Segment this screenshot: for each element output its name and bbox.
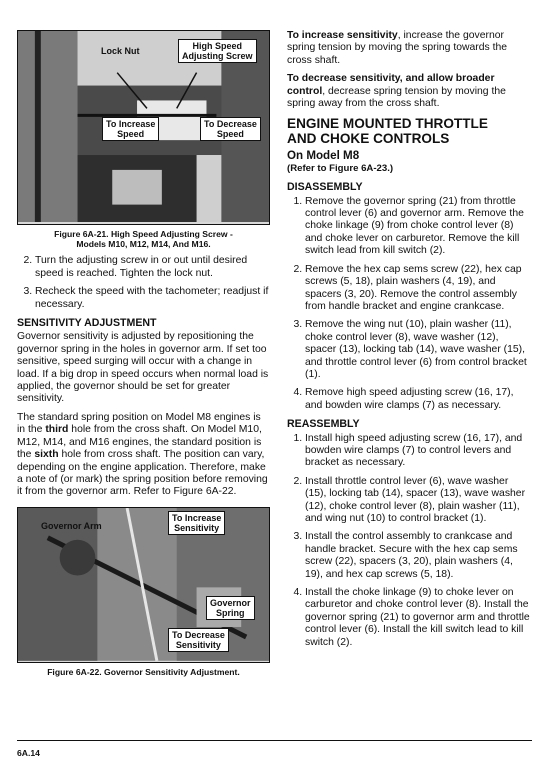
reassembly-heading: REASSEMBLY bbox=[287, 418, 360, 431]
callout-to-increase-sensitivity: To Increase Sensitivity bbox=[168, 511, 225, 535]
list-item: 2. Install throttle control lever (6), wave washer (15), locking tab (14), spacer (13), wave washer (12), choke control lever (8), plain washer (11), and wing nut (10) to control bracket (1). bbox=[305, 476, 532, 526]
figure-6a-22-caption: Figure 6A-22. Governor Sensitivity Adjustment. bbox=[47, 666, 240, 677]
step-3: 3. Recheck the speed with the tachometer; readjust if necessary. bbox=[35, 286, 270, 311]
callout-to-decrease-speed: To Decrease Speed bbox=[200, 117, 261, 141]
callout-lock-nut: Lock Nut bbox=[101, 46, 140, 56]
speed-adjust-steps bbox=[17, 255, 270, 311]
figure-6a-22-photo bbox=[17, 507, 270, 663]
sensitivity-paragraph-1: Governor sensitivity is adjusted by repositioning the governor spring in the holes in governor arm. If set too sensitive, speed surging will occur with a change in load. If a big drop in speed occurs when normal load is applied, the governor should be set for greater sensitivity. bbox=[17, 331, 269, 405]
list-item: 3. Remove the wing nut (10), plain washer (11), choke control lever (8), wave washer (12), spacer (13), locking tab (14), wave washer (15), and throttle control lever (6) from control bracket (1). bbox=[305, 319, 532, 381]
disassembly-steps bbox=[287, 196, 532, 413]
list-item: 1. Remove the governor spring (21) from throttle control lever (6) and governor arm. Remove the choke linkage (9) from choke control lever (8) and choke lever on carburetor. Remove the kill switch lead from kill switch (2). bbox=[305, 196, 532, 258]
callout-governor-arm: Governor Arm bbox=[41, 520, 102, 531]
decrease-sensitivity-paragraph: To decrease sensitivity, and allow broader control, decrease spring tension by moving the spring away from the cross shaft. bbox=[287, 73, 506, 110]
callout-to-increase-speed: To Increase Speed bbox=[102, 117, 159, 141]
increase-sensitivity-paragraph: To increase sensitivity, increase the governor spring tension by moving the spring towards the cross shaft. bbox=[287, 30, 508, 66]
callout-to-decrease-sensitivity: To Decrease Sensitivity bbox=[168, 628, 229, 652]
list-item: 2. Remove the hex cap sems screw (22), hex cap screws (5, 18), plain washers (4, 19), and spacers (3, 20). Remove the control assembly from handle bracket and engine crankcase. bbox=[305, 264, 532, 314]
model-heading: On Model M8 bbox=[287, 149, 360, 163]
left-column bbox=[17, 30, 270, 677]
sensitivity-paragraph-2: The standard spring position on Model M8 engines is in the third hole from the cross shaft. On Model M10, M12, M14, and M16 engines, the standard position is the sixth hole from cross shaft. The position can vary, depending on the engine application. Therefore, make a note of (or mark) the spring position before removing it from the governor arm. Refer to Figure 6A-22. bbox=[17, 411, 268, 498]
disassembly-heading: DISASSEMBLY bbox=[287, 181, 363, 194]
list-item: 1. Install high speed adjusting screw (16, 17), and bowden wire clamps (7) to control levers and bracket as necessary. bbox=[305, 433, 532, 470]
refer-note: (Refer to Figure 6A-23.) bbox=[287, 162, 394, 174]
callout-high-speed-adjusting-screw: High Speed Adjusting Screw bbox=[178, 39, 257, 63]
section-title: ENGINE MOUNTED THROTTLE AND CHOKE CONTROLS bbox=[287, 116, 488, 147]
list-item: 4. Remove high speed adjusting screw (16, 17), and bowden wire clamps (7) as necessary. bbox=[305, 387, 532, 412]
step-2: 2. Turn the adjusting screw in or out until desired speed is reached. Tighten the lock nut. bbox=[35, 255, 270, 280]
footer-rule bbox=[17, 740, 532, 741]
page-number: 6A.14 bbox=[17, 748, 40, 758]
reassembly-steps bbox=[287, 433, 532, 650]
right-column bbox=[287, 30, 532, 655]
callout-governor-spring: Governor Spring bbox=[206, 596, 255, 620]
figure-6a-21-caption: Figure 6A-21. High Speed Adjusting Screw - Models M10, M12, M14, And M16. bbox=[54, 229, 233, 250]
list-item: 3. Install the control assembly to crankcase and handle bracket. Secure with the hex cap sems screw (22), spacers (3, 20), plain washers (4, 19), and hex cap screws (5, 18). bbox=[305, 531, 532, 581]
sensitivity-heading: SENSITIVITY ADJUSTMENT bbox=[17, 317, 157, 330]
figure-6a-21-photo bbox=[17, 30, 270, 225]
list-item: 4. Install the choke linkage (9) to choke lever on carburetor and choke control lever (8). Install the governor spring (21) to governor arm and throttle control lever (6). Install the kill switch lead to kill switch (2). bbox=[305, 587, 532, 649]
